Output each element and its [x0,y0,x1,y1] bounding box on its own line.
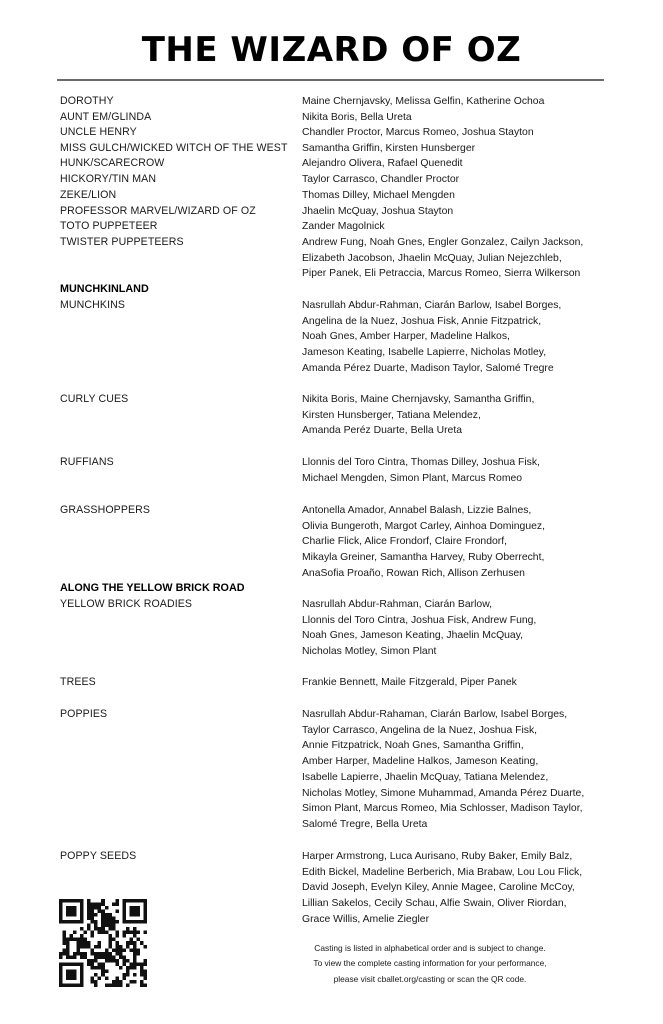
role-label: PROFESSOR MARVEL/WIZARD OF OZ [60,205,256,217]
cast-list [302,94,602,110]
cast-line: Chandler Proctor, Marcus Romeo, Joshua Stayton [302,127,534,138]
cast-line: Amber Harper, Madeline Halkos, Jameson Keating, [302,756,539,768]
title-divider [57,79,604,81]
cast-line: Jhaelin McQuay, Joshua Stayton [302,206,454,217]
cast-line: Taylor Carrasco, Angelina de la Nuez, Joshua Fisk, [302,724,538,736]
role-label: CURLY CUES [60,393,129,405]
cast-line: Nicholas Motley, Simon Plant [302,646,437,658]
section-heading: ALONG THE YELLOW BRICK ROAD [60,582,245,594]
cast-list [302,235,602,282]
role-label: ZEKE/LION [60,189,117,201]
cast-line: Zander Magolnick [302,221,385,232]
cast-line: Frankie Bennett, Maile Fitzgerald, Piper Panek [302,677,517,688]
cast-line: Nikita Boris, Maine Chernjavsky, Samantha Griffin, [302,394,535,405]
cast-line: Nasrullah Abdur-Rahman, Ciarán Barlow, [302,599,493,610]
footnote-line: To view the complete casting information for your performance, [313,958,547,969]
cast-line: Nicholas Motley, Simone Muhammad, Amanda Pérez Duarte, [302,787,585,799]
cast-line: Taylor Carrasco, Chandler Proctor [302,174,460,185]
cast-line: Isabelle Lapierre, Jhaelin McQuay, Tatiana Melendez, [302,771,549,783]
cast-line: Amanda Pérez Duarte, Madison Taylor, Salomé Tregre [302,362,554,374]
role-label: POPPY SEEDS [60,850,137,862]
cast-line: Annie Fitzpatrick, Noah Gnes, Samantha Griffin, [302,740,524,752]
footnote-line: Casting is listed in alphabetical order and is subject to change. [314,943,546,953]
cast-line: Andrew Fung, Noah Gnes, Engler Gonzalez, Cailyn Jackson, [302,237,584,248]
cast-line: Thomas Dilley, Michael Mengden [302,190,455,201]
cast-line: Nasrullah Abdur-Rahaman, Ciarán Barlow, Isabel Borges, [302,709,568,720]
cast-list [302,849,602,928]
cast-list [302,156,602,172]
cast-list [302,503,602,582]
role-label: RUFFIANS [60,456,114,468]
cast-line: Samantha Griffin, Kirsten Hunsberger [302,143,476,154]
cast-list [302,219,602,235]
cast-line: David Joseph, Evelyn Kiley, Annie Magee, Caroline McCoy, [302,882,575,894]
cast-list [302,204,602,220]
cast-line: Alejandro Olivera, Rafael Quenedit [302,158,463,169]
role-label: DOROTHY [60,95,114,107]
cast-list [302,597,602,660]
cast-list [302,298,602,377]
cast-line: Maine Chernjavsky, Melissa Gelfin, Katherine Ochoa [302,96,545,107]
role-label: YELLOW BRICK ROADIES [60,598,193,610]
role-label: MUNCHKINS [60,299,126,311]
role-label: TWISTER PUPPETEERS [60,236,184,248]
role-label: MISS GULCH/WICKED WITCH OF THE WEST [60,142,288,154]
role-label: UNCLE HENRY [60,126,137,138]
cast-list [302,125,602,141]
cast-line: Jameson Keating, Isabelle Lapierre, Nicholas Motley, [302,347,547,359]
role-label: HICKORY/TIN MAN [60,173,157,185]
cast-line: Llonnis del Toro Cintra, Thomas Dilley, Joshua Fisk, [302,457,540,468]
page-title: THE WIZARD OF OZ [141,30,522,70]
casting-footnote [280,941,580,987]
cast-line: Mikayla Greiner, Samantha Harvey, Ruby Oberrecht, [302,552,545,564]
role-label: GRASSHOPPERS [60,504,151,516]
cast-line: Edith Bickel, Madeline Berberich, Mia Brabaw, Lou Lou Flick, [302,866,583,878]
cast-line: AnaSofia Proaño, Rowan Rich, Allison Zerhusen [302,567,525,579]
cast-line: Simon Plant, Marcus Romeo, Mia Schlosser, Madison Taylor, [302,803,583,815]
role-label: AUNT EM/GLINDA [60,111,152,123]
cast-list [302,110,602,126]
cast-line: Piper Panek, Eli Petraccia, Marcus Romeo, Sierra Wilkerson [302,268,581,280]
qr-code-icon[interactable] [59,899,147,987]
role-label: TOTO PUPPETEER [60,220,158,232]
cast-line: Charlie Flick, Alice Frondorf, Claire Frondorf, [302,536,507,548]
cast-line: Lillian Sakelos, Cecily Schau, Alfie Swain, Oliver Riordan, [302,898,567,910]
cast-line: Grace Willis, Amelie Ziegler [302,913,430,925]
cast-list [302,392,602,439]
cast-list [302,707,602,833]
role-label: HUNK/SCARECROW [60,157,165,169]
cast-line: Noah Gnes, Jameson Keating, Jhaelin McQuay, [302,630,524,642]
cast-line: Llonnis del Toro Cintra, Joshua Fisk, Andrew Fung, [302,614,537,626]
cast-line: Olivia Bungeroth, Margot Carley, Ainhoa Dominguez, [302,520,545,532]
cast-list [302,188,602,204]
section-heading: MUNCHKINLAND [60,283,149,295]
cast-line: Salomé Tregre, Bella Ureta [302,818,428,830]
cast-line: Angelina de la Nuez, Joshua Fisk, Annie Fitzpatrick, [302,315,542,327]
cast-line: Michael Mengden, Simon Plant, Marcus Romeo [302,472,523,484]
cast-line: Nikita Boris, Bella Ureta [302,112,412,123]
cast-line: Kirsten Hunsberger, Tatiana Melendez, [302,409,481,421]
cast-line: Noah Gnes, Amber Harper, Madeline Halkos, [302,331,510,343]
footnote-line: please visit cballet.org/casting or scan the QR code. [333,973,527,984]
role-label: TREES [60,676,96,688]
cast-line: Antonella Amador, Annabel Balash, Lizzie Balnes, [302,505,532,516]
cast-list [302,141,602,157]
cast-line: Elizabeth Jacobson, Jhaelin McQuay, Julian Nejezchleb, [302,252,562,264]
cast-line: Nasrullah Abdur-Rahman, Ciarán Barlow, Isabel Borges, [302,300,562,311]
cast-list [302,455,602,486]
cast-list [302,172,602,188]
role-label: POPPIES [60,708,108,720]
cast-list [302,675,602,691]
cast-line: Amanda Peréz Duarte, Bella Ureta [302,425,462,437]
cast-line: Harper Armstrong, Luca Aurisano, Ruby Baker, Emily Balz, [302,851,573,862]
